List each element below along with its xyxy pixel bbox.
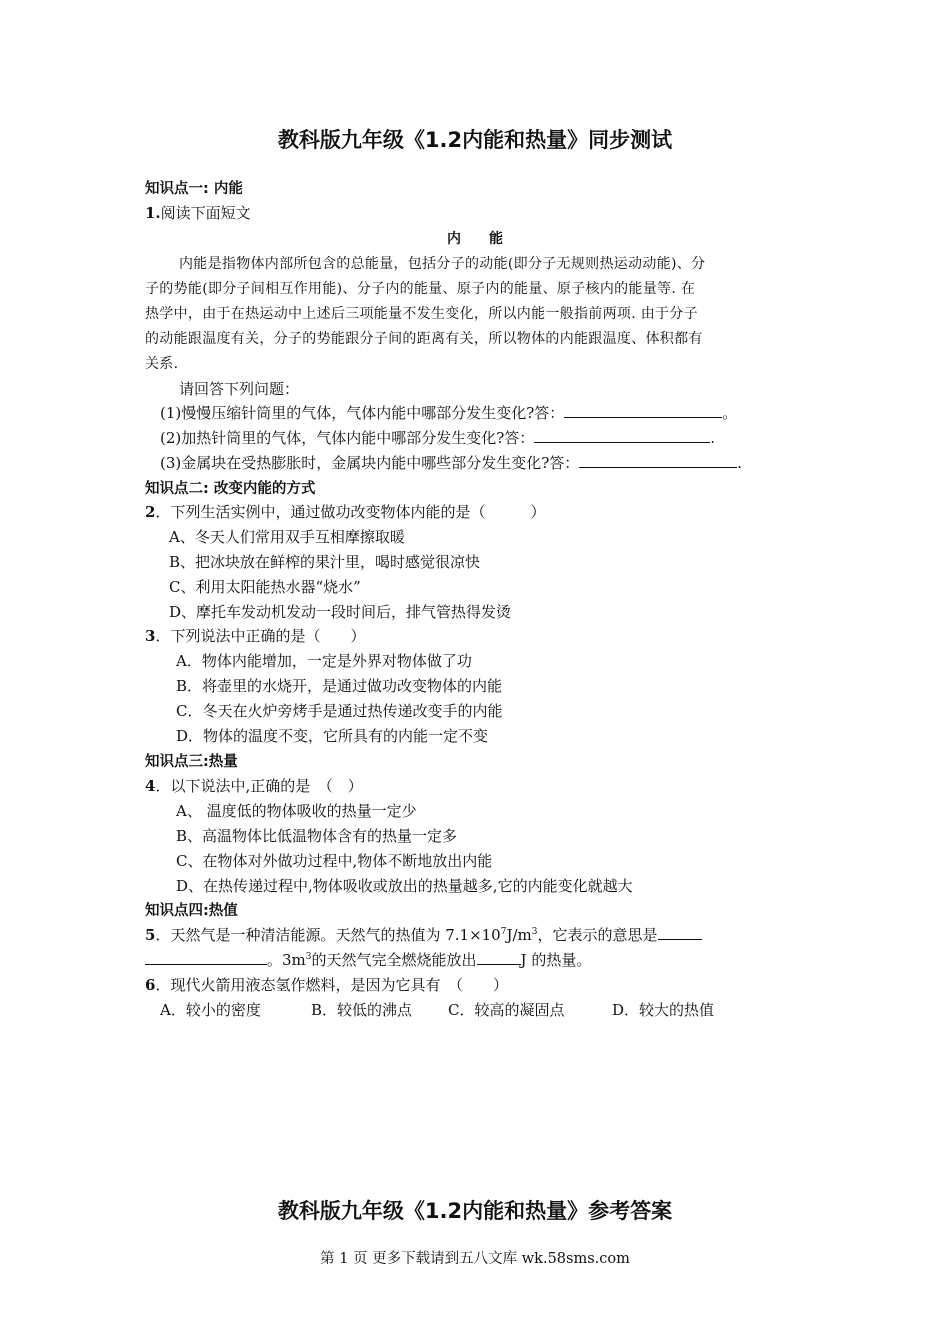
page-title: 教科版九年级《1.2内能和热量》同步测试	[277, 128, 673, 152]
exponent: 7	[500, 927, 507, 937]
question-number: 1.	[145, 204, 161, 222]
question-3-stem	[145, 625, 365, 646]
option-b[interactable]: B．将壶里的水烧开，是通过做功改变物体的内能	[176, 677, 503, 695]
option-a[interactable]: A、冬天人们常用双手互相摩擦取暖	[169, 528, 405, 546]
answer-blank[interactable]	[534, 428, 710, 443]
sub-question-1	[160, 402, 737, 423]
question-number: 2	[145, 503, 156, 521]
questions-prompt: 请回答下列问题：	[179, 380, 300, 398]
option-d[interactable]: D、摩托车发动机发动一段时间后，排气管热得发烫	[169, 603, 512, 621]
answer-key-title: 教科版九年级《1.2内能和热量》参考答案	[277, 1199, 673, 1223]
sub-question-3	[160, 452, 742, 473]
option-d[interactable]: D．较大的热值	[612, 1001, 715, 1019]
question-text: ．下列生活实例中，通过做功改变物体内能的是（ ）	[155, 503, 546, 521]
question-text: ．现代火箭用液态氢作燃料，是因为它具有 （ ）	[155, 976, 508, 994]
question-number: 3	[145, 627, 156, 645]
option-a[interactable]: A．物体内能增加，一定是外界对物体做了功	[176, 652, 472, 670]
option-b[interactable]: B．较低的沸点	[311, 1001, 413, 1019]
sub-question-end: 。	[722, 404, 738, 422]
sub-question-end: .	[737, 454, 743, 472]
section-heading-1: 知识点一: 内能	[145, 181, 243, 197]
question-text: ．天然气是一种清洁能源。天然气的热值为 7.1×10	[155, 926, 501, 944]
question-text: ．下列说法中正确的是（ ）	[155, 627, 366, 645]
answer-blank[interactable]	[579, 453, 737, 468]
answer-blank[interactable]	[477, 950, 521, 965]
sub-question-text: (3)金属块在受热膨胀时，金属块内能中哪些部分发生变化?答：	[160, 454, 580, 472]
section-heading-3: 知识点三:热量	[145, 754, 238, 770]
question-text: 。3m	[267, 951, 306, 969]
option-b[interactable]: B、高温物体比低温物体含有的热量一定多	[176, 827, 458, 845]
option-a[interactable]: A．较小的密度	[160, 1001, 261, 1019]
option-b[interactable]: B、把冰块放在鲜榨的果汁里，喝时感觉很凉快	[169, 553, 481, 571]
passage-line: 内能是指物体内部所包含的总能量，包括分子的动能(即分子无规则热运动动能)、分	[179, 256, 706, 272]
answer-blank[interactable]	[145, 950, 267, 965]
question-5-stem	[145, 924, 702, 945]
option-a[interactable]: A、 温度低的物体吸收的热量一定少	[176, 802, 417, 820]
option-c[interactable]: C．较高的凝固点	[448, 1001, 565, 1019]
sub-question-end: .	[710, 429, 716, 447]
question-text: 阅读下面短文	[160, 204, 251, 222]
question-number: 4	[145, 777, 156, 795]
page-footer: 第 1 页 更多下载请到五八文库 wk.58sms.com	[320, 1251, 630, 1267]
option-c[interactable]: C、在物体对外做功过程中,物体不断地放出内能	[176, 852, 493, 870]
question-5-line-2	[145, 949, 591, 970]
answer-blank[interactable]	[564, 403, 722, 418]
passage-line: 热学中，由于在热运动中上述后三项能量不发生变化，所以内能一般指前两项. 由于分子	[145, 306, 698, 322]
answer-blank[interactable]	[658, 925, 702, 940]
question-text: ，它表示的意思是	[537, 926, 658, 944]
question-text: 的天然气完全燃烧能放出	[311, 951, 477, 969]
sub-question-text: (1)慢慢压缩针筒里的气体，气体内能中哪部分发生变化?答：	[160, 404, 565, 422]
sub-question-text: (2)加热针筒里的气体，气体内能中哪部分发生变化?答：	[160, 429, 535, 447]
question-number: 5	[145, 926, 156, 944]
option-c[interactable]: C．冬天在火炉旁烤手是通过热传递改变手的内能	[176, 702, 503, 720]
question-number: 6	[145, 976, 156, 994]
sub-question-2	[160, 427, 715, 448]
question-text: J 的热量。	[520, 951, 592, 969]
option-d[interactable]: D、在热传递过程中,物体吸收或放出的热量越多,它的内能变化就越大	[176, 877, 633, 895]
question-text: ．以下说法中,正确的是 （ ）	[155, 777, 363, 795]
passage-line: 关系.	[145, 356, 179, 372]
option-d[interactable]: D．物体的温度不变，它所具有的内能一定不变	[176, 727, 489, 745]
question-4-stem	[145, 775, 363, 796]
exponent: 3	[531, 927, 538, 937]
passage-title: 内 能	[447, 231, 503, 247]
question-1-stem	[145, 202, 251, 223]
section-heading-2: 知识点二: 改变内能的方式	[145, 481, 316, 497]
section-heading-4: 知识点四:热值	[145, 903, 238, 919]
question-2-stem	[145, 501, 545, 522]
option-c[interactable]: C、利用太阳能热水器“烧水”	[169, 578, 361, 596]
passage-line: 子的势能(即分子间相互作用能)、分子内的能量、原子内的能量、原子核内的能量等. 在	[145, 281, 696, 297]
question-text: J/m	[506, 926, 532, 944]
question-6-stem	[145, 974, 508, 995]
passage-line: 的动能跟温度有关，分子的势能跟分子间的距离有关，所以物体的内能跟温度、体积都有	[145, 331, 703, 347]
exponent: 3	[305, 952, 312, 962]
